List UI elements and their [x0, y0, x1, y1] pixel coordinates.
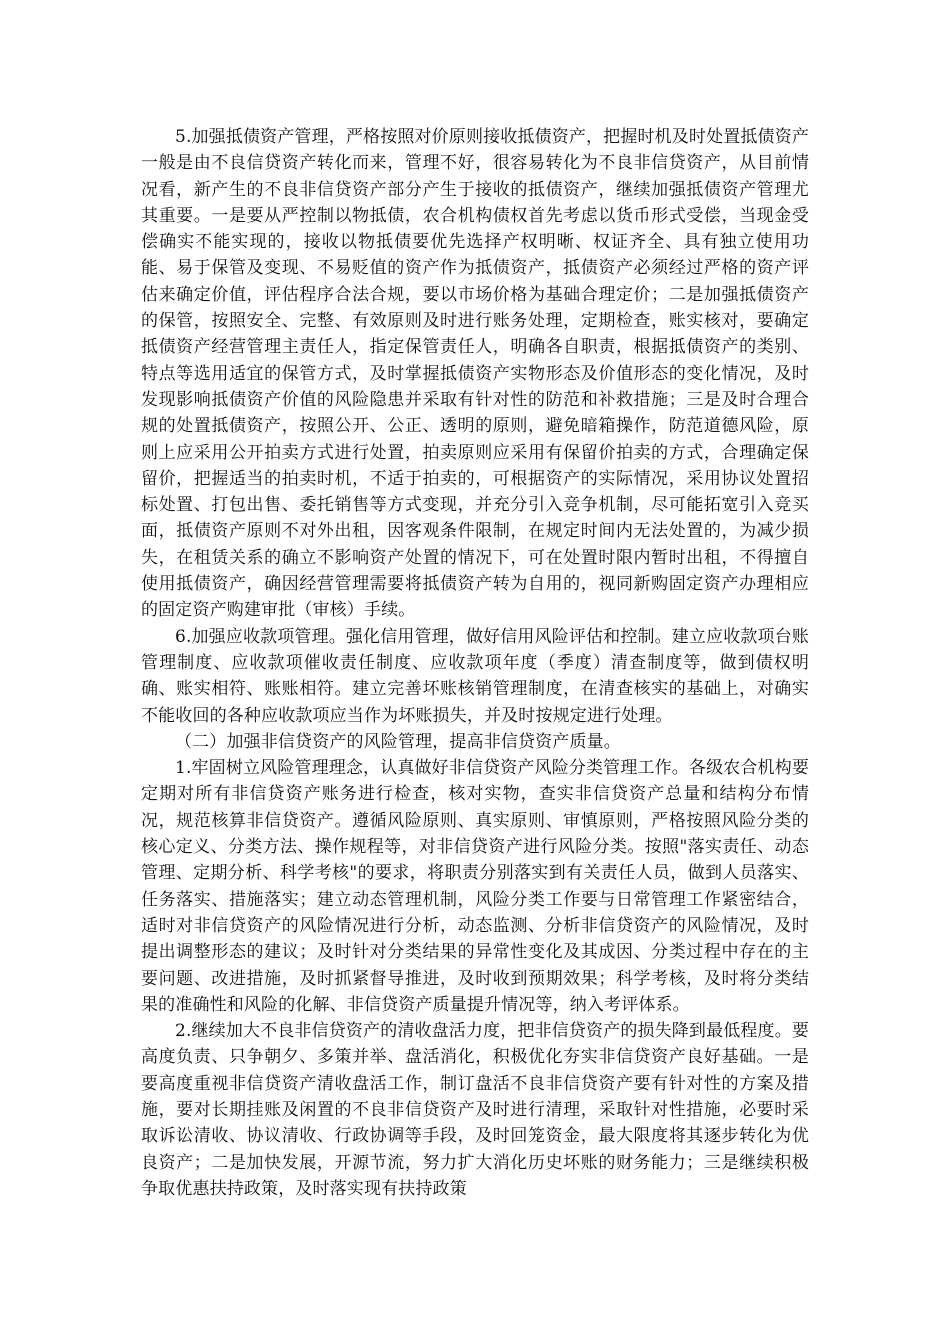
paragraph-risk-classification: 1.牢固树立风险管理理念，认真做好非信贷资产风险分类管理工作。各级农合机构要定期对所有非信贷资产账务进行检查，核对实物，查实非信贷资产总量和结构分布情况，规范核算非信贷资产。遵循风险原则、真实原则、审慎原则，严格按照风险分类的核心定义、分类方法、操作规程等，对非信贷资产进行风险分类。按照"落实责任、动态管理、定期分析、科学考核"的要求，将职责分别落实到有关责任人员，做到人员落实、任务落实、措施落实；建立动态管理机制，风险分类工作要与日常管理工作紧密结合，适时对非信贷资产的风险情况进行分析，动态监测、分析非信贷资产的风险情况，及时提出调整形态的建议；及时针对分类结果的异常性变化及其成因、分类过程中存在的主要问题、改进措施，及时抓紧督导推进，及时收到预期效果；科学考核，及时将分类结果的准确性和风险的化解、非信贷资产质量提升情况等，纳入考评体系。: [141, 758, 809, 1015]
paragraph-receivables: 6.加强应收款项管理。强化信用管理，做好信用风险评估和控制。建立应收款项台账管理制度、应收款项催收责任制度、应收款项年度（季度）清查制度等，做到债权明确、账实相符、账账相符。建立完善坏账核销管理制度，在清查核实的基础上，对确实不能收回的各种应收款项应当作为坏账损失，并及时按规定进行处理。: [141, 626, 809, 726]
section-heading-non-credit-risk: （二）加强非信贷资产的风险管理，提高非信贷资产质量。: [175, 731, 621, 752]
document-page: [141, 124, 809, 1202]
paragraph-collection-revitalization: 2.继续加大不良非信贷资产的清收盘活力度，把非信贷资产的损失降到最低程度。要高度负责、只争朝夕、多策并举、盘活消化，积极优化夯实非信贷资产良好基础。一是要高度重视非信贷资产清收盘活工作，制订盘活不良非信贷资产要有针对性的方案及措施，要对长期挂账及闲置的不良非信贷资产及时进行清理，采取针对性措施，必要时采取诉讼清收、协议清收、行政协调等手段，及时回笼资金，最大限度将其逐步转化为优良资产；二是加快发展，开源节流，努力扩大消化历史坏账的财务能力；三是继续积极争取优惠扶持政策，及时落实现有扶持政策: [141, 1021, 809, 1199]
paragraph-foreclosed-assets: 5.加强抵债资产管理，严格按照对价原则接收抵债资产，把握时机及时处置抵债资产一般是由不良信贷资产转化而来，管理不好，很容易转化为不良非信贷资产，从目前情况看，新产生的不良非信贷资产部分产生于接收的抵债资产，继续加强抵债资产管理尤其重要。一是要从严控制以物抵债，农合机构债权首先考虑以货币形式受偿，当现金受偿确实不能实现的，接收以物抵债要优先选择产权明晰、权证齐全、具有独立使用功能、易于保管及变现、不易贬值的资产作为抵债资产，抵债资产必须经过严格的资产评估来确定价值，评估程序合法合规，要以市场价格为基础合理定价；二是加强抵债资产的保管，按照安全、完整、有效原则及时进行账务处理，定期检查，账实核对，要确定抵债资产经营管理主责任人，指定保管责任人，明确各自职责，根据抵债资产的类别、特点等选用适宜的保管方式，及时掌握抵债资产实物形态及价值形态的变化情况，及时发现影响抵债资产价值的风险隐患并采取有针对性的防范和补救措施；三是及时合理合规的处置抵债资产，按照公开、公正、透明的原则，避免暗箱操作，防范道德风险，原则上应采用公开拍卖方式进行处置，拍卖原则应采用有保留价拍卖的方式，合理确定保留价，把握适当的拍卖时机，不适于拍卖的，可根据资产的实际情况，采用协议处置招标处置、打包出售、委托销售等方式变现，并充分引入竞争机制，尽可能拓宽引入竞买面，抵债资产原则不对外出租，因客观条件限制，在规定时间内无法处置的，为减少损失，在租赁关系的确立不影响资产处置的情况下，可在处置时限内暂时出租，不得擅自使用抵债资产，确因经营管理需要将抵债资产转为自用的，视同新购固定资产办理相应的固定资产购建审批（审核）手续。: [141, 127, 809, 621]
